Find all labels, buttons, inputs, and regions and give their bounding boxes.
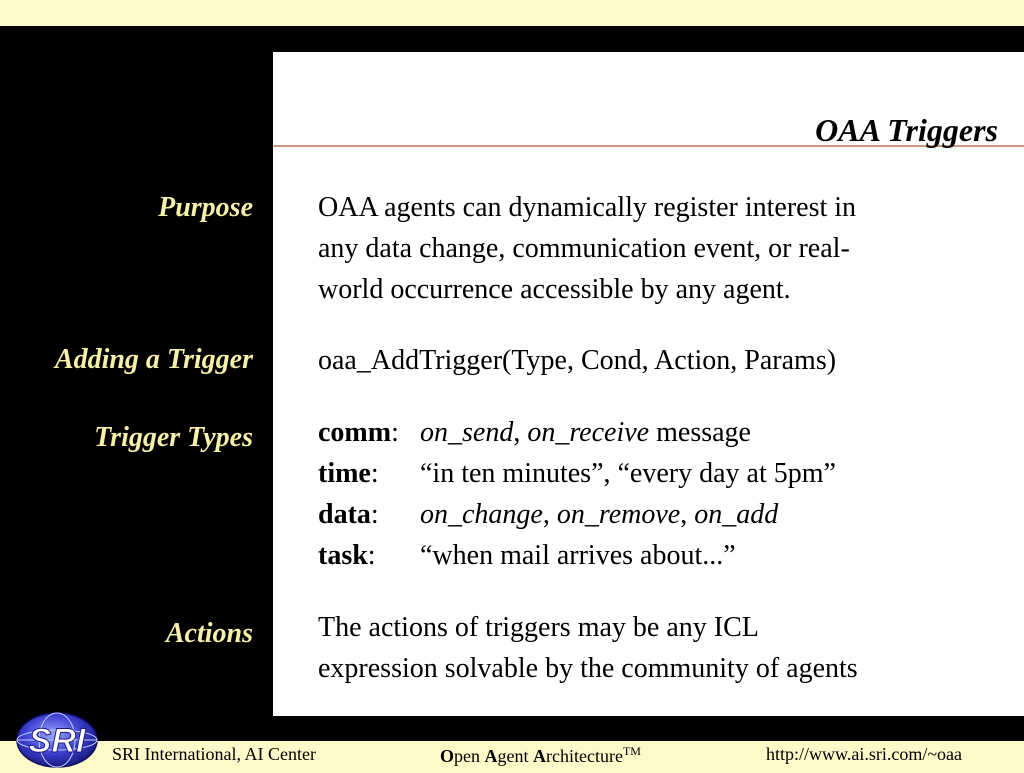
trigger-type-text: , (542, 499, 557, 530)
footer-product-part: rchitecture (546, 746, 623, 766)
svg-text:SRI: SRI (28, 722, 86, 760)
trigger-type-row (318, 412, 998, 453)
trigger-type-description (420, 412, 751, 453)
label-trigger-types: Trigger Types (94, 422, 253, 453)
add-trigger-text: oaa_AddTrigger(Type, Cond, Action, Params) (318, 345, 837, 376)
trigger-type-text: , (513, 417, 528, 448)
footer-org: SRI International, AI Center (112, 744, 316, 764)
trigger-types-list (318, 412, 998, 576)
trigger-type-key (318, 494, 420, 535)
footer-product-part: gent (497, 746, 534, 766)
trigger-type-description (420, 535, 736, 576)
purpose-line: world occurrence accessible by any agent. (318, 274, 791, 305)
footer-product (440, 744, 641, 767)
trigger-type-key (318, 412, 420, 453)
trigger-type-row (318, 535, 998, 576)
trademark-mark: TM (622, 744, 641, 758)
footer (0, 741, 1024, 768)
actions-text (318, 607, 998, 689)
slide-title: OAA Triggers (815, 112, 998, 148)
purpose-line: any data change, communication event, or real- (318, 233, 850, 264)
trigger-type-row (318, 453, 998, 494)
trigger-type-text: on_change (420, 499, 543, 530)
trigger-type-text: on_remove (556, 499, 681, 530)
trigger-type-name: task (318, 540, 368, 571)
purpose-text (318, 187, 998, 310)
label-actions: Actions (165, 618, 253, 649)
trigger-type-text: on_receive (527, 417, 650, 448)
label-adding-trigger: Adding a Trigger (54, 344, 253, 375)
footer-product-part: O (440, 746, 455, 766)
trigger-type-name: time (318, 458, 371, 489)
footer-product-part: A (484, 746, 498, 766)
trigger-type-text: message (649, 417, 751, 448)
trigger-type-key (318, 535, 420, 576)
trigger-type-name: comm (318, 417, 392, 448)
trigger-type-colon: : (367, 540, 376, 571)
trigger-type-text: “in ten minutes”, “every day at 5pm” (420, 458, 836, 489)
footer-url[interactable]: http://www.ai.sri.com/~oaa (766, 744, 963, 764)
trigger-type-description (420, 453, 836, 494)
label-purpose: Purpose (158, 192, 253, 223)
trigger-type-colon: : (391, 417, 399, 448)
trigger-type-key (318, 453, 420, 494)
trigger-type-colon: : (370, 499, 379, 530)
footer-product-part: A (533, 746, 547, 766)
trigger-type-text: on_add (694, 499, 779, 530)
footer-product-part: pen (454, 746, 485, 766)
trigger-type-colon: : (370, 458, 379, 489)
purpose-line: OAA agents can dynamically register interest in (318, 192, 857, 223)
actions-line: expression solvable by the community of agents (318, 653, 858, 684)
trigger-type-description (420, 494, 778, 535)
trigger-type-text: on_send (420, 417, 514, 448)
trigger-type-text: , (680, 499, 695, 530)
trigger-type-name: data (318, 499, 371, 530)
actions-line: The actions of triggers may be any ICL (318, 612, 759, 643)
trigger-type-row (318, 494, 998, 535)
trigger-type-text: “when mail arrives about...” (420, 540, 736, 571)
